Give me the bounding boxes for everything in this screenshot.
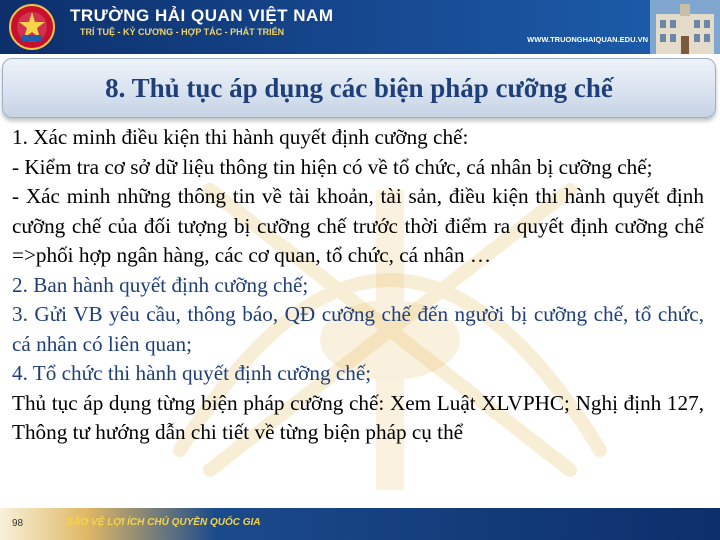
step-3-heading: 3. Gửi VB yêu cầu, thông báo, QĐ cưỡng chế đến người bị cưỡng chế, tổ chức, cá nhân có liên quan; xyxy=(12,302,704,356)
building-photo xyxy=(650,0,720,54)
customs-emblem-icon xyxy=(8,3,56,51)
bullet-check-database: - Kiểm tra cơ sở dữ liệu thông tin hiện có về tổ chức, cá nhân bị cưỡng chế; xyxy=(12,154,653,179)
slide-title-box xyxy=(2,58,716,118)
slide-content xyxy=(12,123,704,448)
bullet-verify-information: - Xác minh những thông tin về tài khoản, tài sản, điều kiện thi hành quyết định cưỡng chế của đối tượng bị cưỡng chế trước thời điểm ra quyết định cưỡng chế =>phối hợp ngân hàng, các cơ quan, tổ chức, cá nhân … xyxy=(12,184,704,267)
school-motto: TRÍ TUỆ - KỶ CƯƠNG - HỢP TÁC - PHÁT TRIỂN xyxy=(80,27,285,37)
school-name: TRƯỜNG HẢI QUAN VIỆT NAM xyxy=(70,6,334,25)
header-banner xyxy=(0,0,720,54)
procedure-reference-note: Thủ tục áp dụng từng biện pháp cưỡng chế: Xem Luật XLVPHC; Nghị định 127, Thông tư hướng dẫn chi tiết về từng biện pháp cụ thể xyxy=(12,390,704,444)
footer-slogan: BẢO VỆ LỢI ÍCH CHỦ QUYỀN QUỐC GIA xyxy=(66,517,261,528)
slide-title: 8. Thủ tục áp dụng các biện pháp cưỡng chế xyxy=(105,72,613,103)
page-number: 98 xyxy=(12,518,24,529)
step-2-heading: 2. Ban hành quyết định cưỡng chế; xyxy=(12,272,309,297)
step-4-heading: 4. Tổ chức thi hành quyết định cưỡng chế; xyxy=(12,361,372,385)
footer-banner xyxy=(0,508,720,540)
step-1-heading: 1. Xác minh điều kiện thi hành quyết định cưỡng chế: xyxy=(12,125,469,149)
website-url: WWW.TRUONGHAIQUAN.EDU.VN xyxy=(527,35,648,44)
